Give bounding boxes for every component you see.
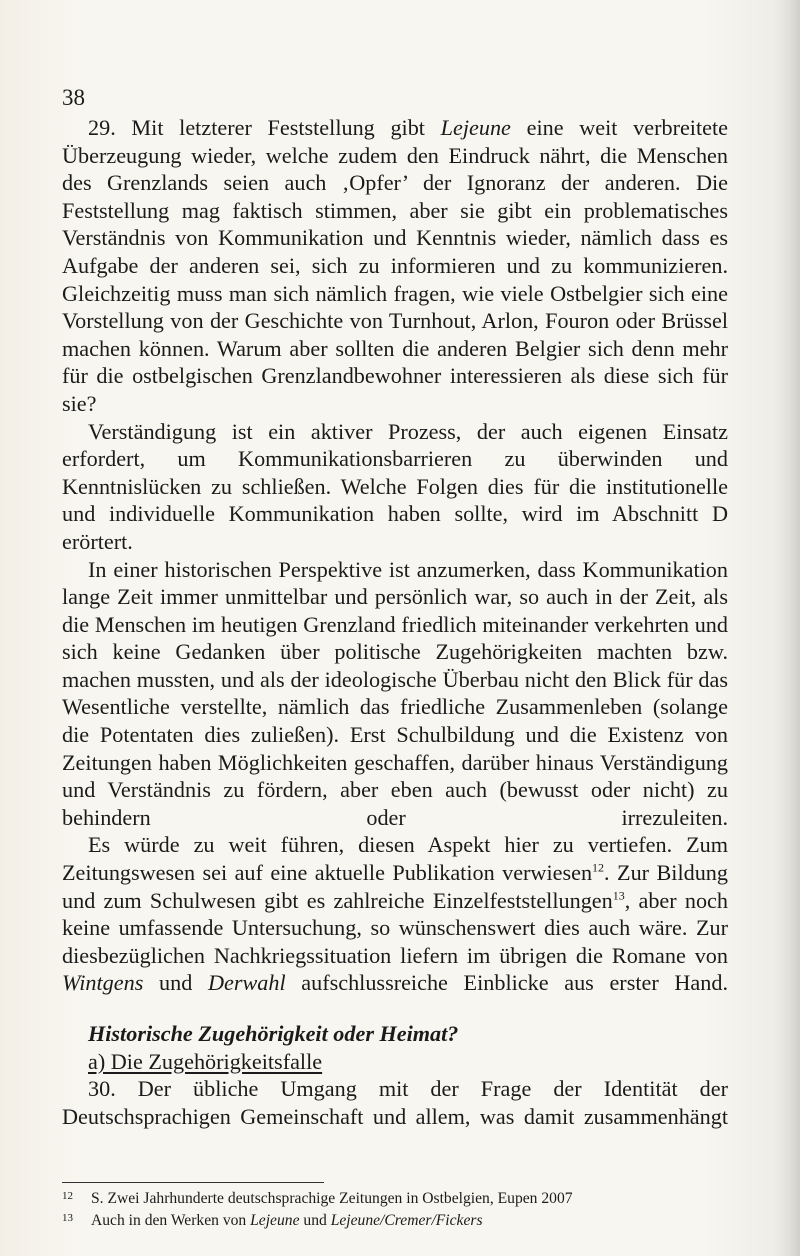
footnote-text: S. Zwei Jahrhunderte deutschsprachige Zeitungen in Ostbelgien, Eupen 2007 [91,1190,573,1207]
footnote-ref-13[interactable]: 13 [612,888,625,903]
page-number: 38 [62,85,85,110]
paragraph-30: 30. Der übliche Umgang mit der Frage der Identität der Deutschsprachigen Gemeinschaft und allem, was damit zusammenhängt [62,1076,728,1129]
section-heading: Historische Zugehörigkeit oder Heimat? [88,1021,459,1046]
paragraph-verstaendigung: Verständigung ist ein aktiver Prozess, der auch eigenen Einsatz erfordert, um Kommunikationsbarrieren zu überwinden und Kenntnislücken zu schließen. Welche Folgen dies für die institutionelle und individuelle Kommunikation haben sollte, wird im Abschnitt D erörtert. [62,418,728,554]
page-edge-shadow [774,0,800,1256]
footnote-number: 12 [62,1190,73,1202]
paragraph-aspekt: Es würde zu weit führen, diesen Aspekt hier zu vertiefen. Zum Zeitungswesen sei auf eine aktuelle Publikation verwiesen$^{12}$. Zur Bildung und zum Schulwesen gibt es zahlreiche Einzelfeststellungen$^{13}$, aber noch keine umfassende Untersuchung, so wünschenswert dies auch wäre. Zur diesbezüglichen Nachkriegssituation liefern im übrigen die Romane von Wintgens und Derwahl aufschlussreiche Einblicke aus erster Hand. [62,832,728,996]
footnotes [62,1188,742,1232]
paragraph-29: 29. Mit letzterer Feststellung gibt Lejeune eine weit verbreitete Überzeugung wieder, welche zudem den Eindruck nährt, die Menschen des Grenzlands seien auch ‚Opfer’ der Ignoranz der anderen. Die Feststellung mag faktisch stimmen, aber sie gibt ein problematisches Verständnis von Kommunikation und Kenntnis wieder, nämlich dass es Aufgabe der anderen sei, sich zu informieren und zu kommunizieren. Gleichzeitig muss man sich nämlich fragen, wie viele Ostbelgier sich eine Vorstellung von der Geschichte von Turnhout, Arlon, Fouron oder Brüssel machen können. Warum aber sollten die anderen Belgier sich denn mehr für die ostbelgischen Grenzlandbewohner interessieren als diese sich für sie? [62,115,728,416]
footnote-text: Auch in den Werken von Lejeune und Lejeune/Cremer/Fickers [91,1212,483,1229]
body-text [62,114,728,1130]
footnote-divider [62,1182,324,1183]
subsection-heading: a) Die Zugehörigkeitsfalle [88,1048,323,1074]
footnote-number: 13 [62,1212,73,1224]
paragraph-historische-perspektive: In einer historischen Perspektive ist anzumerken, dass Kommunikation lange Zeit immer unmittelbar und persönlich war, so auch in der Zeit, als die Menschen im heutigen Grenzland friedlich miteinander verkehrten und sich keine Gedanken über politische Zugehörigkeiten machten bzw. machen mussten, und als der ideologische Überbau nicht den Blick für das Wesentliche verstellte, nämlich das friedliche Zusammenleben (solange die Potentaten dies zuließen). Erst Schulbildung und die Existenz von Zeitungen haben Möglichkeiten geschaffen, darüber hinaus Verständigung und Verständnis zu fördern, aber eben auch (bewusst oder nicht) zu behindern oder irrezuleiten. [62,556,728,830]
footnote-13 [62,1210,742,1232]
footnote-ref-12[interactable]: 12 [592,860,605,875]
footnote-12 [62,1188,742,1210]
